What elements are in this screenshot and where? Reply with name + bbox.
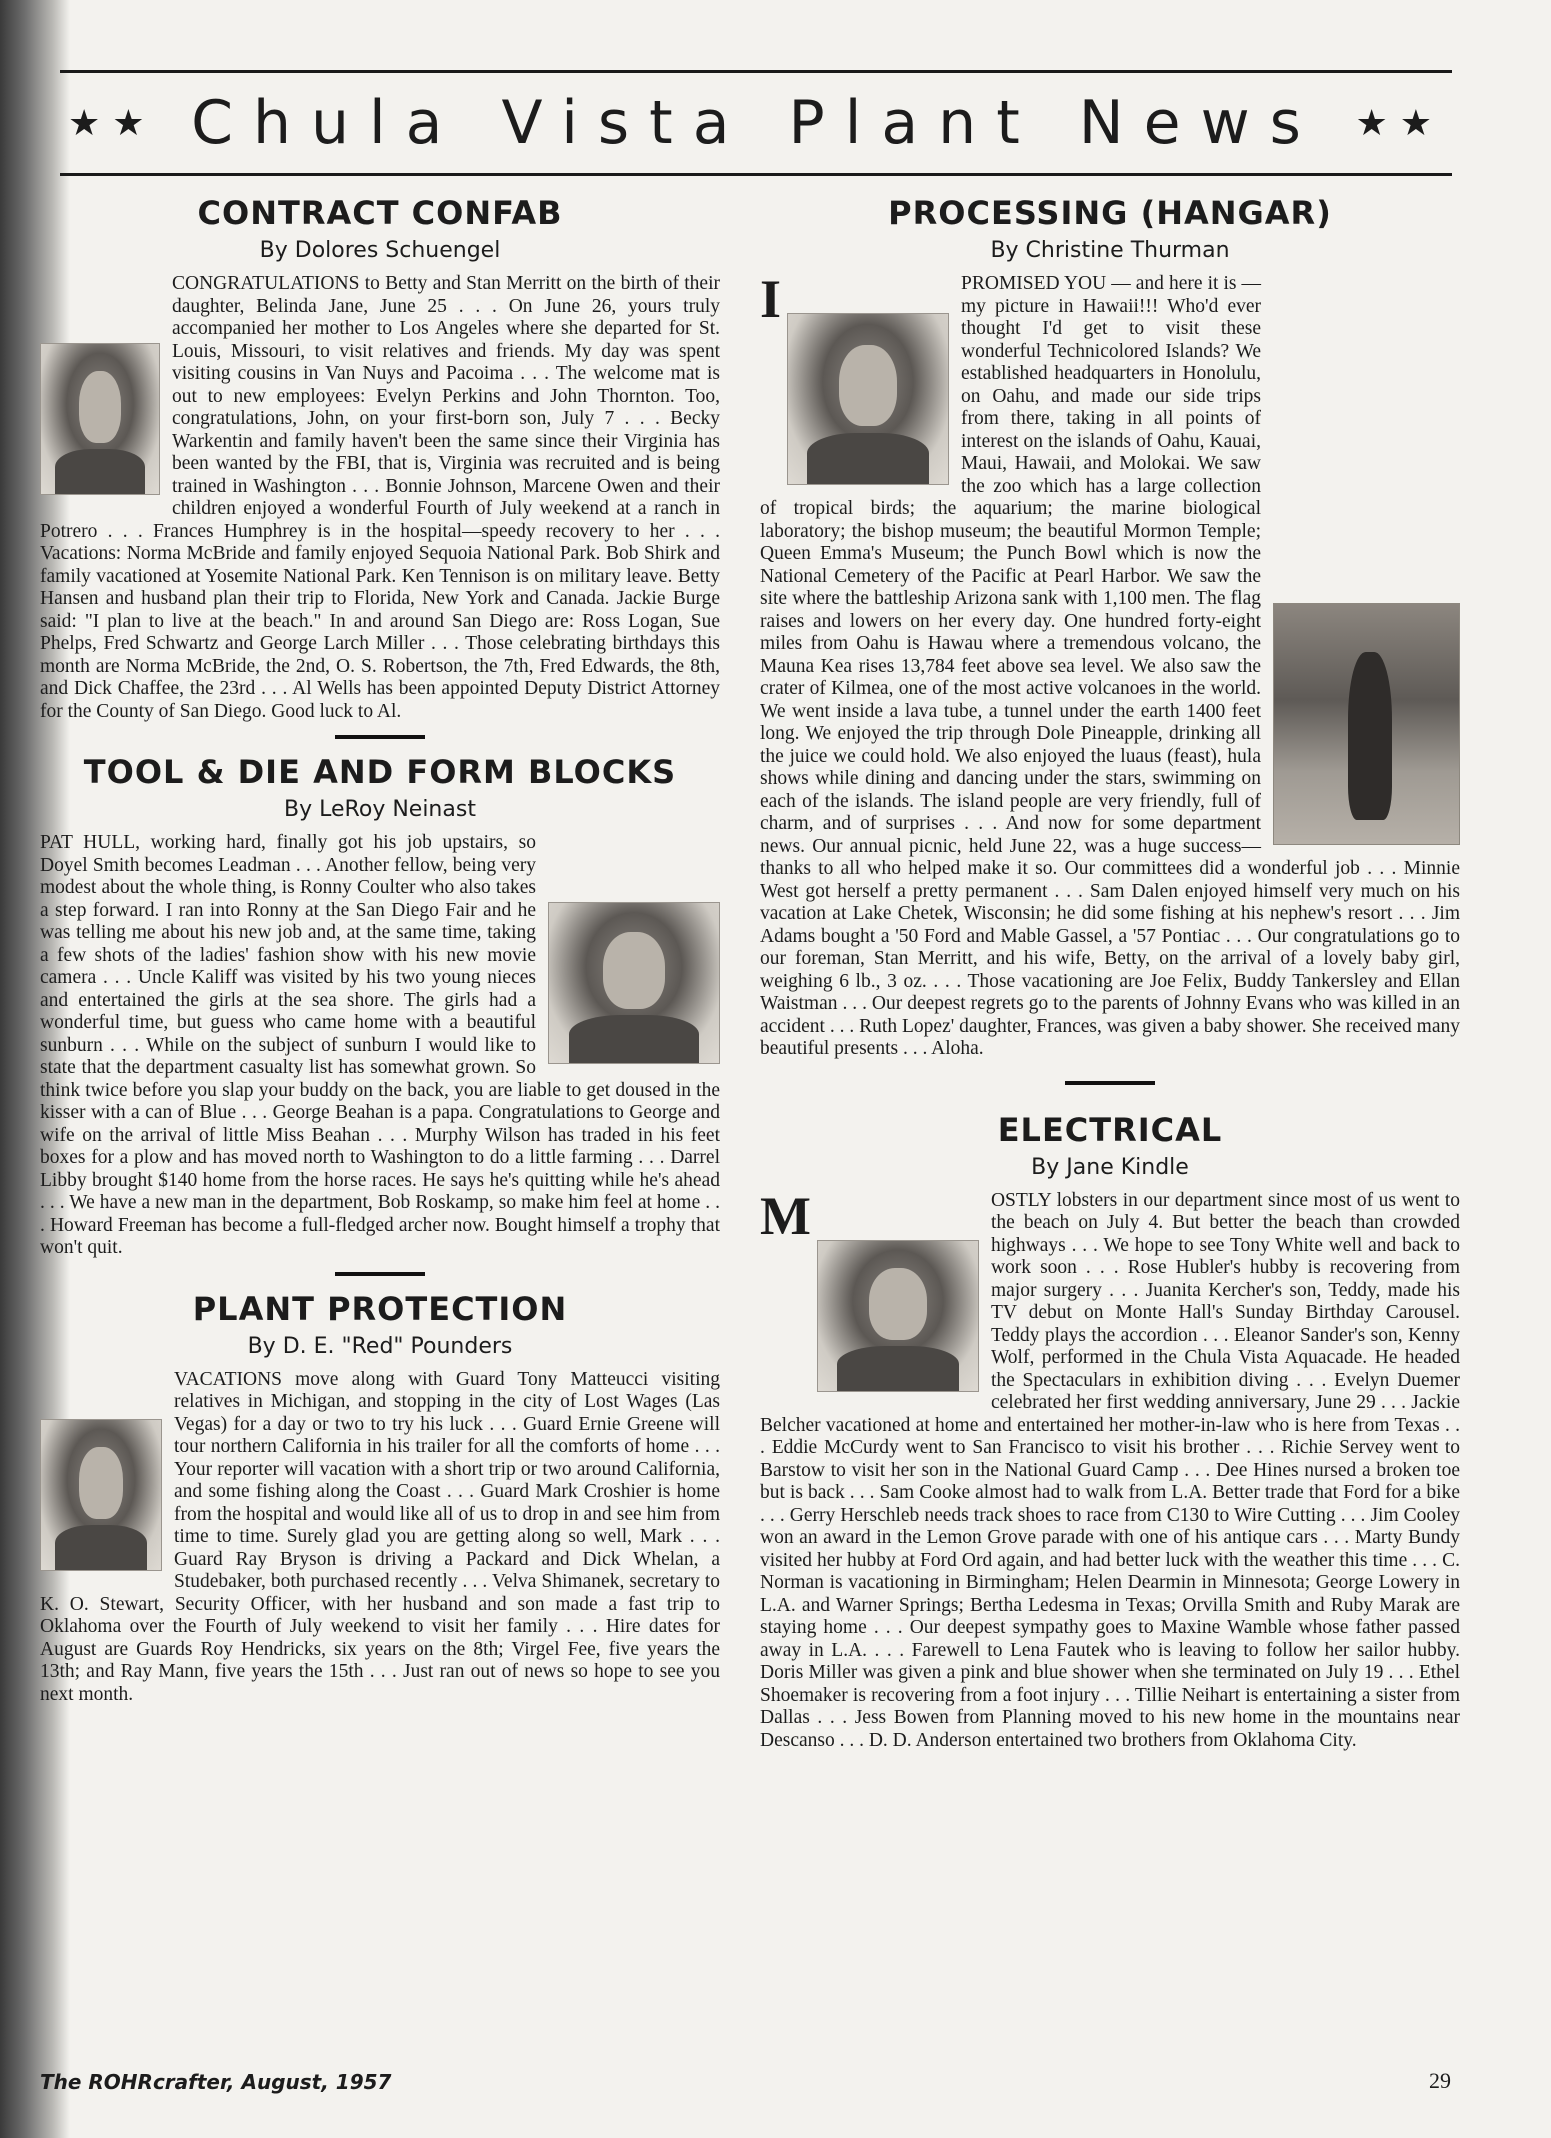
section-heading: ELECTRICAL [997, 1110, 1223, 1149]
photo-face [79, 371, 121, 443]
photo-face [839, 345, 897, 427]
section-body: PAT HULL, working hard, finally got his job upstairs, so Doyel Smith becomes Leadman . . . Another fellow, being very modest about the whole thing, is Ronny Coulter who also takes a step forward. I ran into Ronny at the San Diego Fair and he was telling me about his new job and, at the same time, taking a few shots of the ladies' fashion show with his new movie camera . . . Uncle Kaliff was visited by his two young nieces and entertained the girls at the sea shore. The girls had a wonderful time, but guess who came home with a beautiful sunburn . . . While on the subject of sunburn I would like to state that the department casualty list has somewhat grown. So think twice before you slap your buddy on the back, you are liable to get doused in the kisser with a can of Blue . . . George Beahan is a papa. Congratulations to George and wife on the arrival of little Miss Beahan . . . Murphy Wilson has traded in his feet boxes for a plow and has moved north to Washington to do a little farming . . . Darrel Libby brought $140 home from the horse races. He says he's quitting while he's ahead . . . We have a new man in the department, Bob Roskamp, so make him feel at home . . . Howard Freeman has become a full-fledged archer now. Bought himself a trophy that won't quit. [40, 832, 720, 1258]
author-photo [40, 1419, 162, 1571]
section-body: VACATIONS move along with Guard Tony Matteucci visiting relatives in Michigan, and stopping in the city of Lost Wages (Las Vegas) for a day or two to try his luck . . . Guard Ernie Greene will tour northern California in his trailer for all the comforts of home . . . Your reporter will vacation with a short trip or two around California, and some fishing along the Coast . . . Guard Mark Croshier is home from the hospital and would like all of us to drop in and see him from time to time. Surely glad you are getting along so well, Mark . . . Guard Ray Bryson is driving a Packard and Dick Whelan, a Studebaker, both purchased recently . . . Velva Shimanek, secretary to K. O. Stewart, Security Officer, with her husband and son made a fast trip to Oklahoma over the Fourth of July weekend to visit her family . . . Hire dates for August are Guards Roy Hendricks, six years on the 8th; Virgel Fee, five years the 13th; and Ray Mann, five years the 15th . . . Just ran out of news so hope to see you next month. [40, 1368, 720, 1705]
section-heading: PLANT PROTECTION [192, 1289, 568, 1328]
masthead [60, 70, 1452, 176]
section-electrical [760, 1111, 1460, 1753]
drop-cap: I [760, 269, 782, 329]
photo-face [869, 1268, 927, 1340]
author-photo [40, 343, 160, 495]
page-number: 29 [1429, 2068, 1451, 2093]
author-photo [787, 313, 949, 485]
section-tool-die [40, 753, 720, 1260]
photo-face [79, 1447, 122, 1519]
star-ornament-right: ★★ [1355, 102, 1444, 144]
photo-shoulders [569, 1015, 698, 1063]
photo-face [603, 932, 664, 1009]
photo-shoulders [807, 433, 929, 484]
masthead-title: Chula Vista Plant News [191, 88, 1321, 158]
section-processing [760, 194, 1460, 1061]
section-heading: CONTRACT CONFAB [197, 194, 563, 232]
section-heading: TOOL & DIE AND FORM BLOCKS [83, 753, 677, 791]
author-photo [817, 1240, 979, 1392]
right-column [760, 194, 1460, 1764]
section-divider [1065, 1081, 1155, 1085]
section-divider [335, 1272, 425, 1276]
section-byline: By Jane Kindle [1031, 1154, 1189, 1180]
section-byline: By Christine Thurman [990, 238, 1230, 263]
photo-shoulders [55, 1525, 146, 1570]
photo-shoulders [55, 449, 145, 494]
hula-dancer-figure [1348, 652, 1392, 820]
section-divider [335, 735, 425, 739]
section-body: CONGRATULATIONS to Betty and Stan Merritt on the birth of their daughter, Belinda Jane, June 25 . . . On June 26, yours truly accompanied her mother to Los Angeles where she departed for St. Louis, Missouri, to visit relatives and friends. My day was spent visiting cousins in Van Nuys and Pacoima . . . The welcome mat is out to new employees: Evelyn Perkins and John Thornton. Too, congratulations, John, on your first-born son, July 7 . . . Becky Warkentin and family haven't been the same since their Virginia has been wanted by the FBI, that is, Virginia was recruited and is being trained in Washington . . . Bonnie Johnson, Marcene Owen and their children enjoyed a wonderful Fourth of July weekend at a ranch in Potrero . . . Frances Humphrey is in the hospital—speedy recovery to her . . . Vacations: Norma McBride and family enjoyed Sequoia National Park. Bob Shirk and family vacationed at Yosemite National Park. Ken Tennison is on military leave. Betty Hansen and husband plan their trip to Florida, New York and Canada. Jackie Burge said: "I plan to live at the beach." In and around San Diego are: Ross Logan, Sue Phelps, Fred Schwartz and George Larch Miller . . . Those celebrating birthdays this month are Norma McBride, the 2nd, O. S. Robertson, the 7th, Fred Edwards, the 8th, and Dick Chaffee, the 23rd . . . Al Wells has been appointed Deputy District Attorney for the County of San Diego. Good luck to Al. [40, 273, 720, 722]
section-plant-protection [40, 1290, 720, 1707]
publication-footer: The ROHRcrafter, August, 1957 [40, 2070, 392, 2094]
section-byline: By LeRoy Neinast [284, 797, 476, 822]
section-byline: By Dolores Schuengel [259, 238, 501, 263]
left-column [40, 194, 720, 1718]
star-ornament-left: ★★ [68, 102, 157, 144]
section-byline: By D. E. "Red" Pounders [247, 1333, 513, 1359]
section-heading: PROCESSING (HANGAR) [888, 194, 1332, 232]
drop-cap: M [760, 1185, 811, 1246]
section-contract-confab [40, 194, 720, 723]
photo-shoulders [837, 1346, 959, 1391]
author-photo [548, 902, 720, 1064]
section-body: OSTLY lobsters in our department since most of us went to the beach on July 4. But better the beach than crowded highways . . . We hope to see Tony White well and back to work soon . . . Rose Hubler's hubby is recovering from major surgery . . . Juanita Kercher's son, Teddy, made his TV debut on Monte Hall's Sunday Birthday Carousel. Teddy plays the accordion . . . Eleanor Sander's son, Kenny Wolf, performed in the Chula Vista Aquacade. He headed the Spectaculars in exhibition diving . . . Evelyn Duemer celebrated her first wedding anniversary, June 29 . . . Jackie Belcher vacationed at home and entertained her mother-in-law who is here from Texas . . . Eddie McCurdy went to San Francisco to visit his brother . . . Richie Servey went to Barstow to visit her son in the National Guard Camp . . . Dee Hines nursed a broken toe but is back . . . Sam Cooke almost had to walk from L.A. Better trade that Ford for a bike . . . Gerry Herschleb needs track shoes to race from C130 to Wire Cutting . . . Jim Cooley won an award in the Lemon Grove parade with one of his antique cars . . . Marty Bundy visited her hubby at Ford Ord again, and had better luck with the weather this time . . . C. Norman is vacationing in Birmingham; Helen Dearmin in Minnesota; George Lowery in L.A. and Warner Springs; Bertha Ledesma in Texas; Orvilla Smith and Ruby Marak are staying home . . . Our deepest sympathy goes to Maxine Wamble whose father passed away in L.A. . . . Farewell to Lena Fautek who is leaving to follow her sailor hubby. Doris Miller was given a pink and blue shower when she terminated on July 19 . . . Ethel Shoemaker is recovering from a foot injury . . . Tillie Neihart is entertaining a sister from Dallas . . . Jess Bowen from Planning moved to his new home in the mountains near Descanso . . . D. D. Anderson entertained two brothers from Oklahoma City. [760, 1189, 1460, 1751]
section-body: PROMISED YOU — and here it is — my picture in Hawaii!!! Who'd ever thought I'd get to visit these wonderful Technicolored Islands? We established headquarters in Honolulu, on Oahu, and made our side trips from there, taking in all points of interest on the islands of Oahu, Kauai, Maui, Hawaii, and Molokai. We saw the zoo which has a large collection of tropical birds; the aquarium; the marine biological laboratory; the bishop museum; the beautiful Mormon Temple; Queen Emma's Museum; the Punch Bowl which is now the National Cemetery of the Pacific at Pearl Harbor. We saw the site where the battleship Arizona sank with 1,100 men. The flag raises and lowers on her every day. One hundred forty-eight miles from Oahu is Hawau where a tremendous volcano, the Mauna Kea rises 13,784 feet above sea level. We also saw the crater of Kilmea, one of the most active volcanoes in the world. We went inside a lava tube, a tunnel under the earth 1400 feet long. We enjoyed the trip through Dole Pineapple, drinking all the juice we could hold. We also enjoyed the luaus (feast), hula shows while dining and dancing under the stars, swimming on each of the islands. The island people are very friendly, full of charm, and of surprises . . . And now for some department news. Our annual picnic, held June 22, was a huge success—thanks to all who helped make it so. Our committees did a wonderful job . . . Minnie West got herself a pretty permanent . . . Sam Dalen enjoyed himself very much on his vacation at Lake Chetek, Wisconsin; he did some fishing at his nephew's resort . . . Jim Adams bought a '50 Ford and Mable Gassel, a '57 Pontiac . . . Our congratulations go to our foreman, Stan Merritt, and his wife, Betty, on the arrival of a lovely baby girl, weighing 6 lb., 3 oz. . . . Those vacationing are Joe Felix, Buddy Tankersley and Ellan Waistman . . . Our deepest regrets go to the parents of Johnny Evans who was killed in an accident . . . Ruth Lopez' daughter, Frances, was given a baby shower. She received many beautiful presents . . . Aloha. [760, 273, 1460, 1059]
hawaii-photo [1273, 603, 1460, 845]
